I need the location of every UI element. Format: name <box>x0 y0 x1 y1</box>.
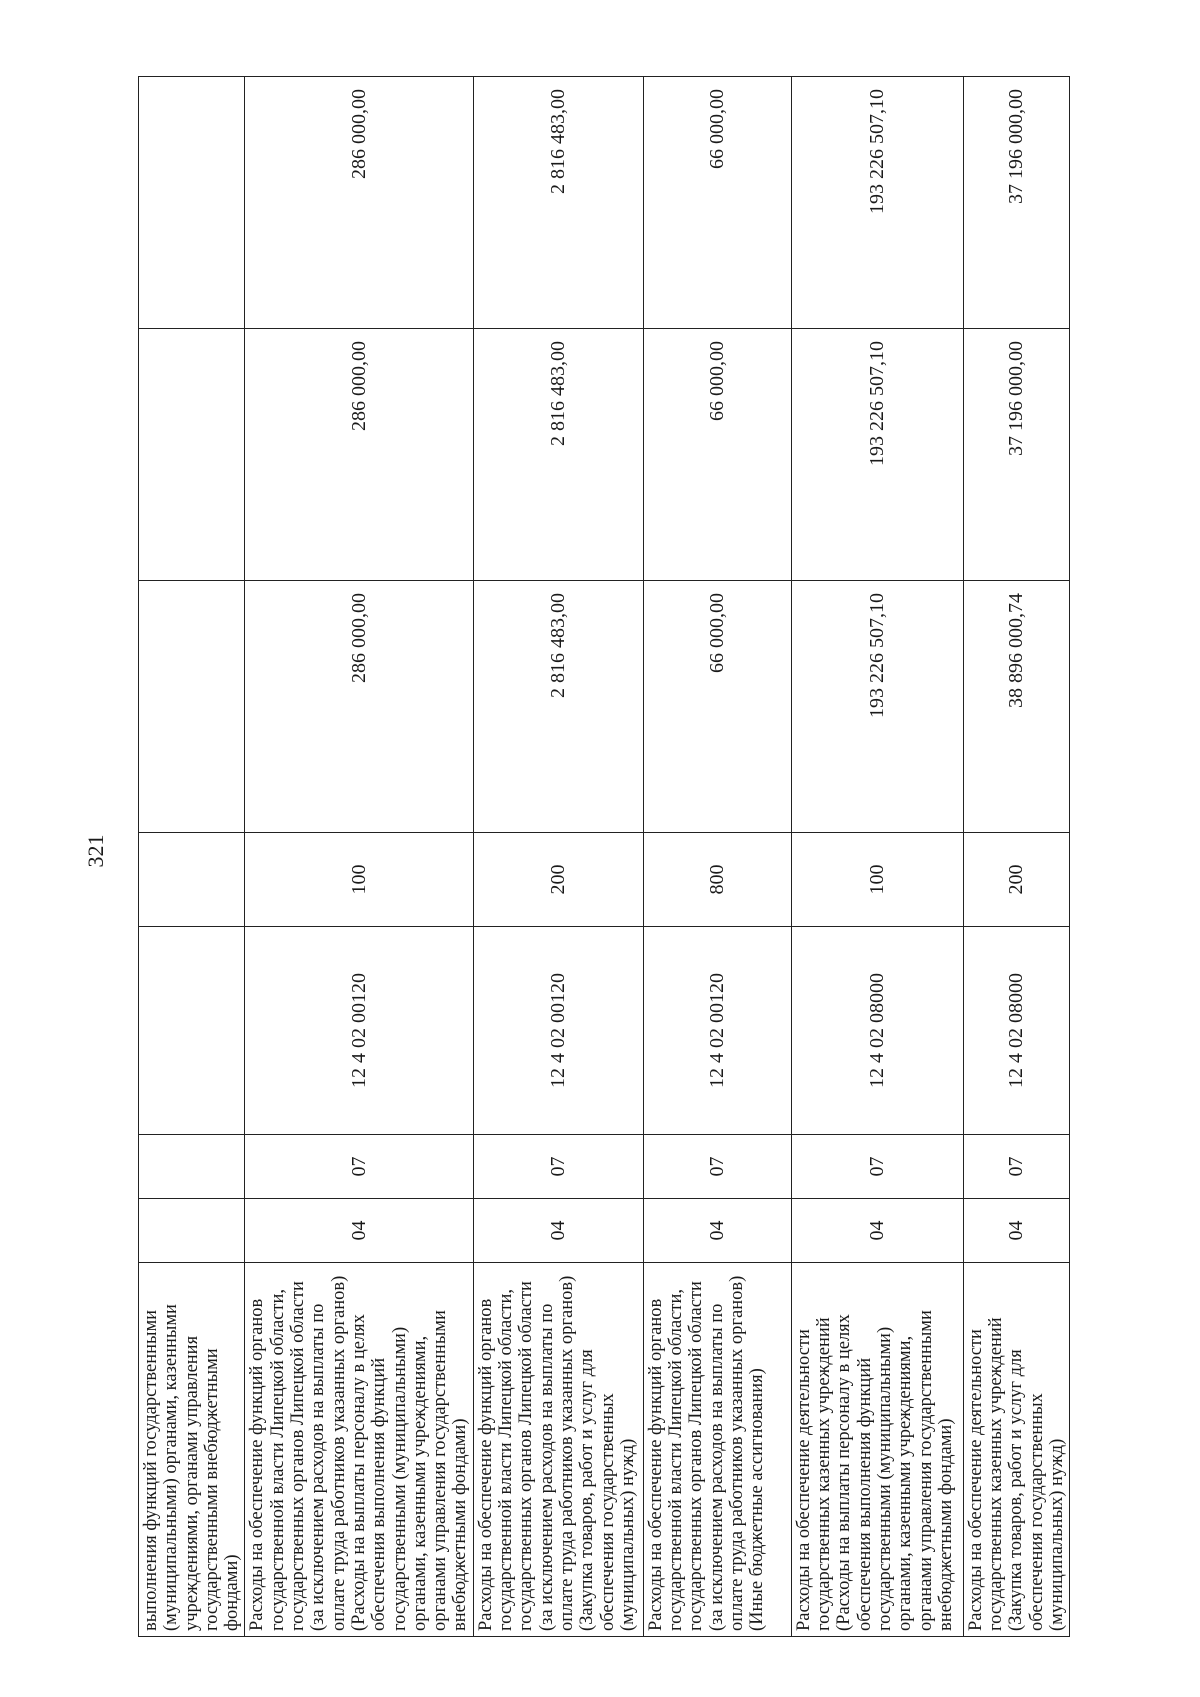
amount-2: 193 226 507,10 <box>791 329 963 581</box>
row-description: Расходы на обеспечение функций органов государственной власти Липецкой области, государственных органов Липецкой области (за исключением расходов на выплаты по оплате труда работников указанных органов) (Иные бюджетные ассигнования) <box>643 1263 791 1637</box>
table-row <box>963 77 1069 1637</box>
subsection-code: 07 <box>963 1135 1069 1199</box>
target-article: 12 4 02 00120 <box>245 927 473 1135</box>
section-code: 04 <box>643 1199 791 1263</box>
section-code: 04 <box>963 1199 1069 1263</box>
amount-3: 37 196 000,00 <box>963 77 1069 329</box>
amount-1: 286 000,00 <box>245 581 473 833</box>
row-description: Расходы на обеспечение функций органов государственной власти Липецкой области, государственных органов Липецкой области (за исключением расходов на выплаты по оплате труда работников указанных органов) (Расходы на выплаты персоналу в целях обеспечения выполнения функций государственными (муниципальными) органами, казенными учреждениями, органами управления государственными внебюджетными фондами) <box>245 1263 473 1637</box>
subsection-code: 07 <box>473 1135 643 1199</box>
section-code: 04 <box>245 1199 473 1263</box>
amount-3: 2 816 483,00 <box>473 77 643 329</box>
section-code: 04 <box>791 1199 963 1263</box>
row-description: Расходы на обеспечение функций органов государственной власти Липецкой области, государственных органов Липецкой области (за исключением расходов на выплаты по оплате труда работников указанных органов) (Закупка товаров, работ и услуг для обеспечения государственных (муниципальных) нужд) <box>473 1263 643 1637</box>
target-article <box>139 927 245 1135</box>
subsection-code <box>139 1135 245 1199</box>
expense-type: 200 <box>473 833 643 927</box>
amount-3 <box>139 77 245 329</box>
amount-2 <box>139 329 245 581</box>
subsection-code: 07 <box>791 1135 963 1199</box>
page-number: 321 <box>83 834 108 868</box>
target-article: 12 4 02 00120 <box>473 927 643 1135</box>
table-row <box>245 77 473 1637</box>
rotated-table-container <box>138 77 1067 1637</box>
target-article: 12 4 02 08000 <box>963 927 1069 1135</box>
expense-type: 100 <box>791 833 963 927</box>
subsection-code: 07 <box>643 1135 791 1199</box>
row-description: Расходы на обеспечение деятельности государственных казенных учреждений (Закупка товаров, работ и услуг для обеспечения государственных (муниципальных) нужд) <box>963 1263 1069 1637</box>
subsection-code: 07 <box>245 1135 473 1199</box>
section-code: 04 <box>473 1199 643 1263</box>
amount-1: 2 816 483,00 <box>473 581 643 833</box>
table-row <box>643 77 791 1637</box>
amount-2: 2 816 483,00 <box>473 329 643 581</box>
amount-3: 286 000,00 <box>245 77 473 329</box>
amount-1: 193 226 507,10 <box>791 581 963 833</box>
amount-3: 193 226 507,10 <box>791 77 963 329</box>
expense-type: 800 <box>643 833 791 927</box>
expense-type: 100 <box>245 833 473 927</box>
table-row <box>139 77 245 1637</box>
amount-2: 66 000,00 <box>643 329 791 581</box>
amount-2: 37 196 000,00 <box>963 329 1069 581</box>
expense-type: 200 <box>963 833 1069 927</box>
amount-2: 286 000,00 <box>245 329 473 581</box>
row-description: Расходы на обеспечение деятельности государственных казенных учреждений (Расходы на выплаты персоналу в целях обеспечения выполнения функций государственными (муниципальными) органами, казенными учреждениями, органами управления государственными внебюджетными фондами) <box>791 1263 963 1637</box>
table-row <box>473 77 643 1637</box>
expense-type <box>139 833 245 927</box>
section-code <box>139 1199 245 1263</box>
amount-1 <box>139 581 245 833</box>
target-article: 12 4 02 08000 <box>791 927 963 1135</box>
amount-3: 66 000,00 <box>643 77 791 329</box>
row-description: выполнения функций государственными (муниципальными) органами, казенными учреждениями, органами управления государственными внебюджетными фондами) <box>139 1263 245 1637</box>
table-row <box>791 77 963 1637</box>
amount-1: 38 896 000,74 <box>963 581 1069 833</box>
target-article: 12 4 02 00120 <box>643 927 791 1135</box>
budget-table <box>138 76 1070 1637</box>
amount-1: 66 000,00 <box>643 581 791 833</box>
